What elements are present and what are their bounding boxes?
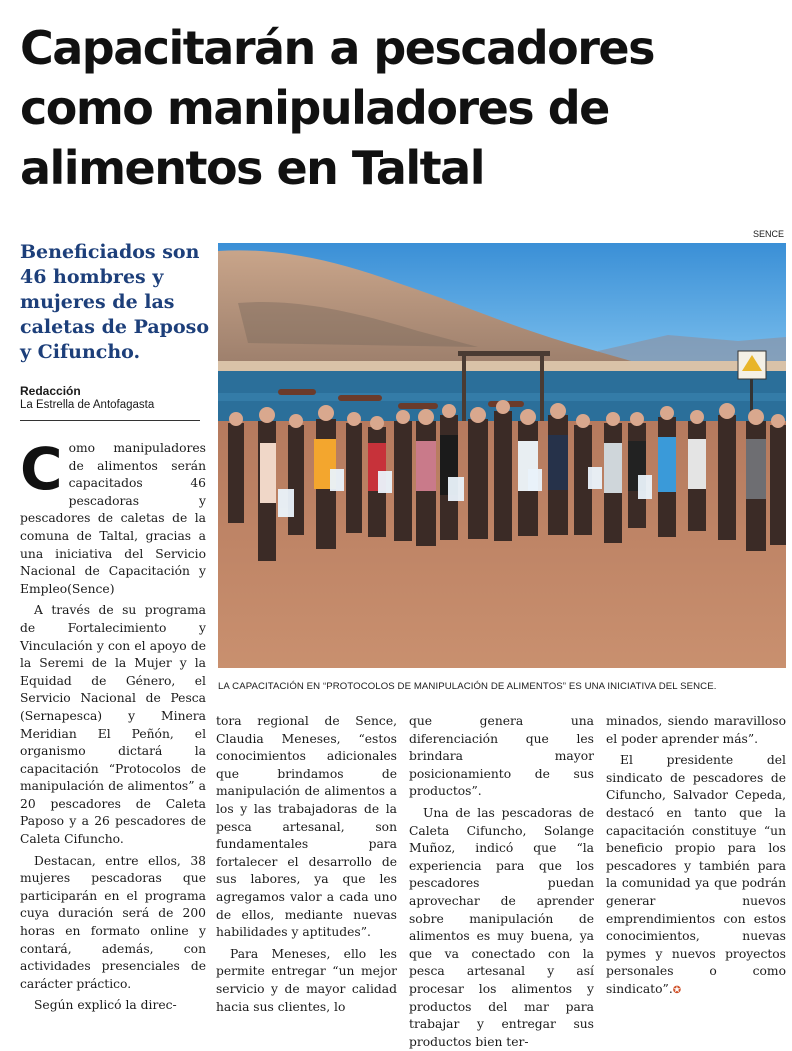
paragraph: omo manipuladores de alimentos serán capacitados 46 pescadoras y pescadores de caletas de la comuna de Taltal, gracias a una iniciativa del Servicio Nacional de Capacitación y Empleo(Sence) [20, 441, 206, 596]
paragraph: minados, siendo maravilloso el poder aprender más”. [606, 714, 786, 746]
body-column-4 [606, 713, 786, 1024]
byline-divider [20, 420, 200, 421]
headline-line-1: Capacitarán a pescadores [20, 21, 654, 75]
paragraph [606, 752, 786, 999]
paragraph: Según explicó la direc- [34, 998, 177, 1013]
body-column-3 [409, 713, 594, 1049]
byline-author: Redacción [20, 384, 81, 398]
article-photo [218, 243, 786, 668]
paragraph: Para Meneses, ello les permite entregar “un mejor servicio y de mayor calidad hacia sus clientes, lo [216, 946, 397, 1014]
headline [20, 18, 780, 198]
paragraph: Destacan, entre ellos, 38 mujeres pescadoras que participarán en el programa cuya duración será de 200 horas en formato online y contará, además, con actividades presenciales de carácter práctico. [20, 853, 206, 991]
photo-caption: LA CAPACITACIÓN EN “PROTOCOLOS DE MANIPULACIÓN DE ALIMENTOS” ES UNA INICIATIVA DEL SENCE. [218, 681, 717, 692]
body-column-2 [216, 713, 397, 1024]
byline-publication: La Estrella de Antofagasta [20, 399, 155, 411]
paragraph: que genera una diferenciación que les brindara mayor posicionamiento de sus productos”. [409, 714, 594, 799]
headline-line-3: alimentos en Taltal [20, 141, 484, 195]
end-mark-icon: ✪ [672, 984, 682, 996]
paragraph: tora regional de Sence, Claudia Meneses, “estos conocimientos adicionales que brindamos de manipulación de alimentos a los y las trabajadoras de la pesca artesanal, son fundamentales para fortalecer el desarrollo de sus labores, ya que les agregamos valor a cada uno de ellos, mediante nuevas habilidades y aptitudes”. [216, 714, 397, 940]
paragraph: Una de las pescadoras de Caleta Cifuncho, Solange Muñoz, indicó que “la experiencia para que los pescadores puedan aprovechar de aprender sobre manipulación de alimentos es muy buena, ya que va conectado con la pesca artesanal y así procesar los alimentos y productos del mar para trabajar y entregar sus productos bien ter- [409, 805, 594, 1049]
body-column-1 [20, 435, 206, 1024]
photo-illustration [218, 243, 786, 668]
paragraph-text: El presidente del sindicato de pescadores de Cifuncho, Salvador Cepeda, destacó en tanto que la capacitación constituye “un beneficio propio para los pescadores y también para la comunidad ya que podrán generar nuevos emprendimientos con estos conocimientos, nuevas pymes y nuevos proyectos personales o como sindicato”. [606, 753, 786, 996]
drop-cap: C [20, 435, 63, 503]
headline-line-2: como manipuladores de [20, 81, 609, 135]
subheadline: Beneficiados son 46 hombres y mujeres de las caletas de Paposo y Cifuncho. [20, 241, 209, 363]
photo-credit: SENCE [752, 229, 784, 239]
paragraph: A través de su programa de Fortalecimiento y Vinculación y con el apoyo de la Seremi de la Mujer y la Equidad de Género, el Servicio Nacional de Pesca (Sernapesca) y Minera Meridian El Peñón, el organismo dictará la capacitación “Protocolos de manipulación de alimentos” a 20 pescadores de Caleta Paposo y a 26 pescadores de Caleta Cifuncho. [20, 603, 206, 847]
